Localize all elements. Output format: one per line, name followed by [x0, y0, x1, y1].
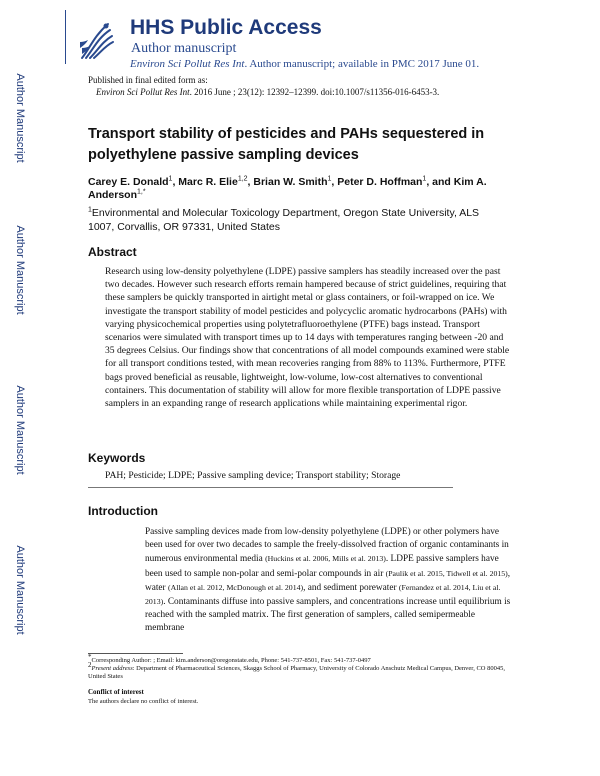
footnote-corresponding	[88, 653, 518, 665]
header-subtitle: Author manuscript	[131, 41, 237, 56]
author-list	[88, 176, 508, 202]
author-name: Brian W. Smith	[253, 176, 328, 188]
header-journal-line	[130, 58, 479, 70]
footnote-marker: 2	[88, 661, 92, 669]
conflict-text: The authors declare no conflict of interest.	[88, 698, 199, 705]
header-divider	[65, 10, 66, 64]
introduction-paragraph	[145, 526, 515, 636]
citation-link[interactable]: (Fernandez et al. 2014, Liu et al. 2013)	[145, 582, 501, 607]
author-affiliation-marker: 1,2	[237, 175, 248, 183]
header-availability: . Author manuscript; available in PMC 2017 June 01.	[244, 58, 480, 70]
intro-text: . LDPE passive samplers have been used to sample non-polar and semi-polar compounds in air	[145, 554, 499, 579]
citation-link[interactable]: (Paulik et al. 2015, Tidwell et al. 2015)	[385, 568, 508, 578]
abstract-text: Research using low-density polyethylene (LDPE) passive samplers has steadily increased over the past two decades. However such research efforts remain hampered because of strict guidelines, requiring that these samplers be quickly transported in airtight metal or glass containers, or foil-wrapped on ice. We investigate the transport stability of model pesticides and polycyclic aromatic hydrocarbons (PAHs) with varying physicochemical properties using polytetrafluoroethylene (PTFE) bags instead. Transport scenarios were simulated with transport times up to 14 days with temperatures ranging between -20 and 35 degrees Celsius. Our findings show that concentrations of all model compounds examined were stable for all transport conditions tested, with mean recoveries ranging from 88% to 113%. Furthermore, PTFE bags proved beneficial as reusable, lightweight, low-volume, low-cost alternatives to conventional containers. This documentation of stability will allow for more flexible transportation of LDPE passive samplers in an expanding range of research applications while maintaining experimental rigor.	[105, 266, 510, 410]
publication-citation	[96, 87, 439, 97]
author-affiliation-marker: 1	[327, 175, 332, 183]
citation-link[interactable]: (Huckins et al. 2006, Mills et al. 2013)	[265, 554, 386, 564]
affiliation-marker: 1	[88, 206, 92, 214]
footnote-corresponding-text: Corresponding Author: ; Email: kim.anderson@oregonstate.edu, Phone: 541-737-8501, Fax: 541-737-0497	[91, 657, 371, 665]
intro-text: Passive sampling devices made from low-density polyethylene (LDPE) or other polymers have been used for over two decades to sample the freely-dissolved fraction of organic contaminants in numerous environmental media	[145, 527, 509, 565]
author-affiliation-marker: 1,*	[137, 188, 146, 196]
sidebar-label-2: Author Manuscript	[14, 225, 26, 315]
author-separator: ,	[172, 176, 179, 188]
author-name: Carey E. Donald	[88, 176, 169, 188]
author-name: Marc R. Elie	[178, 176, 238, 188]
intro-text: , water	[145, 568, 511, 593]
keywords-heading: Keywords	[88, 451, 146, 465]
author-separator: ,	[331, 176, 338, 188]
hhs-eagle-logo-icon	[76, 18, 116, 64]
footnote-divider	[88, 653, 183, 654]
intro-text: . Contaminants diffuse into passive samplers, and concentrations increase until equilibrium is reached with the sampled matrix. The first generation of samplers, called semipermeable membrane	[145, 597, 511, 634]
author-separator: ,	[247, 176, 254, 188]
abstract-heading: Abstract	[88, 245, 137, 259]
author-separator: , and	[426, 176, 454, 188]
keywords-text: PAH; Pesticide; LDPE; Passive sampling device; Transport stability; Storage	[105, 470, 401, 481]
header-title: HHS Public Access	[130, 16, 322, 39]
present-address-text: : Department of Pharmaceutical Sciences, Skaggs School of Pharmacy, University of Colorado Anschutz Medical Campus, Denver, CO 80045, United States	[88, 665, 505, 681]
paper-title: Transport stability of pesticides and PAHs sequestered in polyethylene passive sampling devices	[88, 126, 485, 163]
sidebar-label-1: Author Manuscript	[14, 73, 26, 163]
publication-journal: Environ Sci Pollut Res Int	[96, 87, 190, 97]
conflict-heading: Conflict of interest	[88, 688, 144, 696]
author-name: Kim A. Anderson	[88, 176, 487, 201]
published-label: Published in final edited form as:	[88, 75, 208, 85]
citation-link[interactable]: (Allan et al. 2012, McDonough et al. 2014)	[167, 582, 304, 592]
affiliation	[88, 206, 508, 234]
footnote-marker: *	[88, 653, 92, 661]
affiliation-text: Environmental and Molecular Toxicology Department, Oregon State University, ALS 1007, Corvallis, OR 97331, United States	[88, 207, 480, 233]
sidebar-label-3: Author Manuscript	[14, 385, 26, 475]
author-affiliation-marker: 1	[168, 175, 173, 183]
intro-text: , and sediment porewater	[303, 582, 399, 593]
present-address-label: Present address	[91, 665, 133, 673]
keywords-divider	[88, 487, 453, 488]
author-affiliation-marker: 1	[422, 175, 427, 183]
author-name: Peter D. Hoffman	[337, 176, 423, 188]
publication-details: . 2016 June ; 23(12): 12392–12399. doi:10.1007/s11356-016-6453-3.	[189, 87, 440, 97]
introduction-heading: Introduction	[88, 504, 158, 518]
header-journal-abbrev: Environ Sci Pollut Res Int	[130, 58, 245, 70]
sidebar-label-4: Author Manuscript	[14, 545, 26, 635]
